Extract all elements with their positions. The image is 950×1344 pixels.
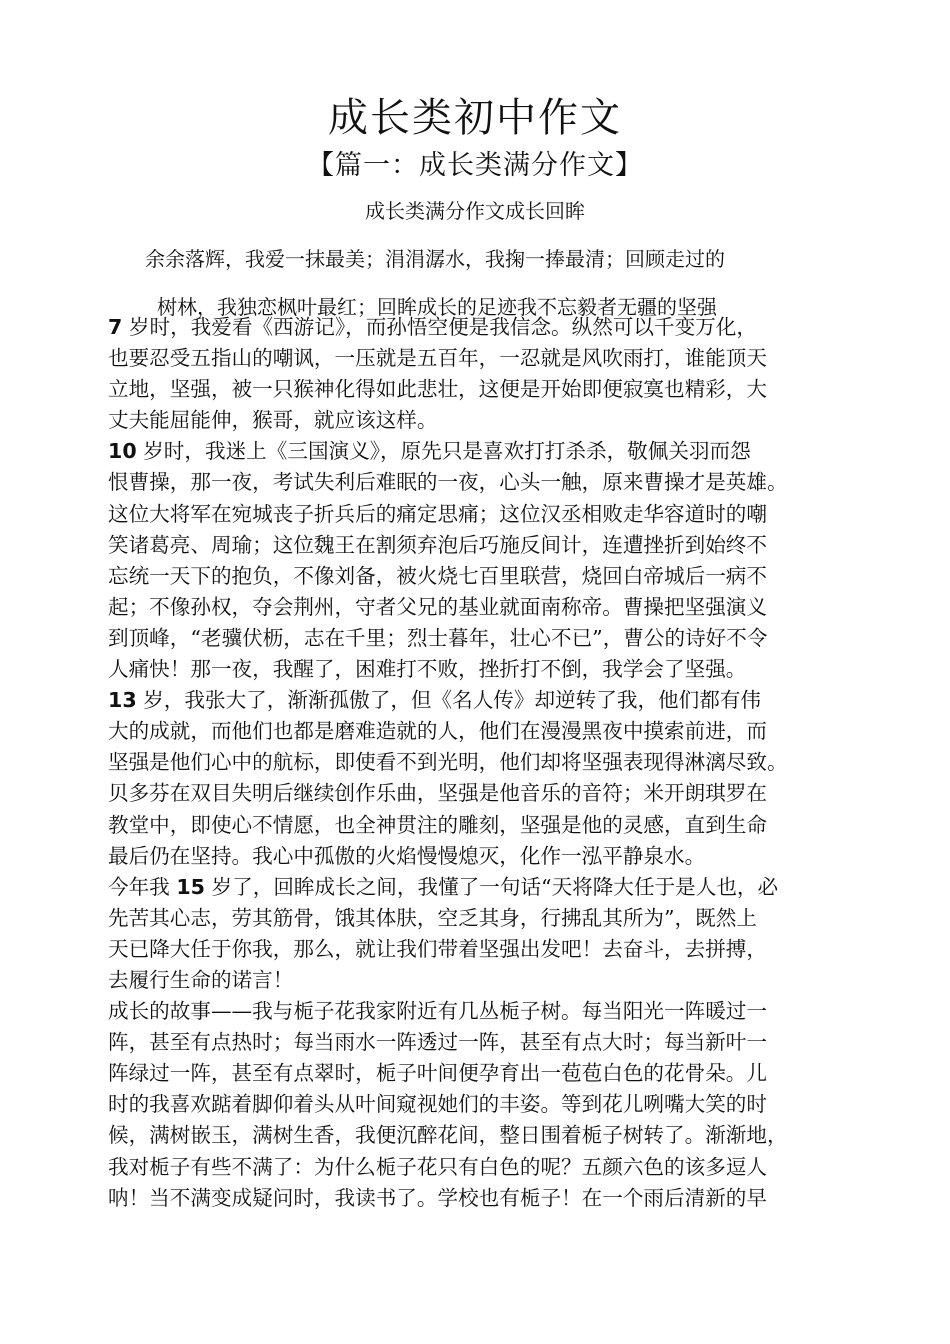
body-line: 时的我喜欢踮着脚仰着头从叶间窥视她们的丰姿。等到花儿咧嘴大笑的时	[108, 1092, 767, 1117]
body-line: 立地，坚强，被一只猴神化得如此悲壮，这便是开始即便寂寞也精彩，大	[108, 377, 767, 402]
body-line: 呐！当不满变成疑问时，我读书了。学校也有栀子！在一个雨后清新的早	[108, 1185, 767, 1210]
body-line: 人痛快！那一夜，我醒了，困难打不败，挫折打不倒，我学会了坚强。	[108, 657, 747, 682]
body-line: 候，满树嵌玉，满树生香，我便沉醉花间，整日围着栀子树转了。渐渐地，	[108, 1123, 788, 1148]
body-line: 起；不像孙权，夺会荆州，守者父兄的基业就面南称帝。曹操把坚强演义	[108, 594, 767, 619]
section-subtitle: 【篇一：成长类满分作文】	[307, 150, 643, 181]
body-line: 13 岁，我张大了，渐渐孤傲了，但《名人传》却逆转了我，他们都有伟	[108, 688, 762, 713]
body-line: 丈夫能屈能伸，猴哥，就应该这样。	[108, 408, 438, 433]
body-line: 忘统一天下的抱负，不像刘备，被火烧七百里联营，烧回白帝城后一病不	[108, 563, 767, 588]
body-line: 坚强是他们心中的航标，即使看不到光明，他们却将坚强表现得淋漓尽致。	[108, 750, 788, 775]
body-line: 去履行生命的诺言！	[108, 967, 294, 992]
body-line: 教堂中，即使心不情愿，也全神贯注的雕刻，坚强是他的灵感，直到生命	[108, 812, 767, 837]
intro-line: 树林，我独恋枫叶最红；回眸成长的足迹我不忘毅者无疆的坚强	[157, 295, 717, 319]
body-line: 今年我 15 岁了，回眸成长之间，我懂了一句话“天将降大任于是人也，必	[108, 874, 779, 899]
body-line: 我对栀子有些不满了：为什么栀子花只有白色的呢？五颜六色的该多逗人	[108, 1154, 767, 1179]
body-line: 阵绿过一阵，甚至有点翠时，栀子叶间便孕育出一苞苞白色的花骨朵。儿	[108, 1061, 767, 1086]
essay-heading: 成长类满分作文成长回眸	[365, 199, 585, 223]
body-line: 这位大将军在宛城丧子折兵后的痛定思痛；这位汉丞相败走华容道时的嘲	[108, 501, 767, 526]
body-line: 笑诸葛亮、周瑜；这位魏王在割须弃泡后巧施反间计，连遭挫折到始终不	[108, 532, 767, 557]
body-line: 大的成就，而他们也都是磨难造就的人，他们在漫漫黑夜中摸索前进，而	[108, 719, 767, 744]
body-line: 也要忍受五指山的嘲讽，一压就是五百年，一忍就是风吹雨打，谁能顶天	[108, 346, 767, 371]
body-line: 成长的故事——我与栀子花我家附近有几丛栀子树。每当阳光一阵暖过一	[108, 999, 767, 1024]
body-line: 7 岁时，我爱看《西游记》，而孙悟空便是我信念。纵然可以千变万化，	[108, 315, 757, 339]
body-line: 到顶峰，“老骥伏枥，志在千里；烈士暮年，壮心不已”，曹公的诗好不令	[108, 625, 768, 650]
body-line: 天已降大任于你我，那么，就让我们带着坚强出发吧！去奋斗，去拼搏，	[108, 936, 767, 961]
document-title: 成长类初中作文	[328, 95, 622, 141]
body-line: 恨曹操，那一夜，考试失利后难眠的一夜，心头一触，原来曹操才是英雄。	[108, 470, 788, 495]
body-line: 10 岁时，我迷上《三国演义》，原先只是喜欢打打杀杀，敬佩关羽而怨	[108, 439, 751, 464]
body-line: 阵，甚至有点热时；每当雨水一阵透过一阵，甚至有点大时；每当新叶一	[108, 1030, 767, 1055]
body-line: 最后仍在坚持。我心中孤傲的火焰慢慢熄灭，化作一泓平静泉水。	[108, 843, 706, 868]
body-line: 贝多芬在双目失明后继续创作乐曲，坚强是他音乐的音符；米开朗琪罗在	[108, 781, 767, 806]
body-line: 先苦其心志，劳其筋骨，饿其体肤，空乏其身，行拂乱其所为”，既然上	[108, 905, 757, 930]
essay-body	[108, 312, 888, 1214]
intro-line: 余余落辉，我爱一抹最美；涓涓潺水，我掬一捧最清；回顾走过的	[145, 247, 725, 271]
